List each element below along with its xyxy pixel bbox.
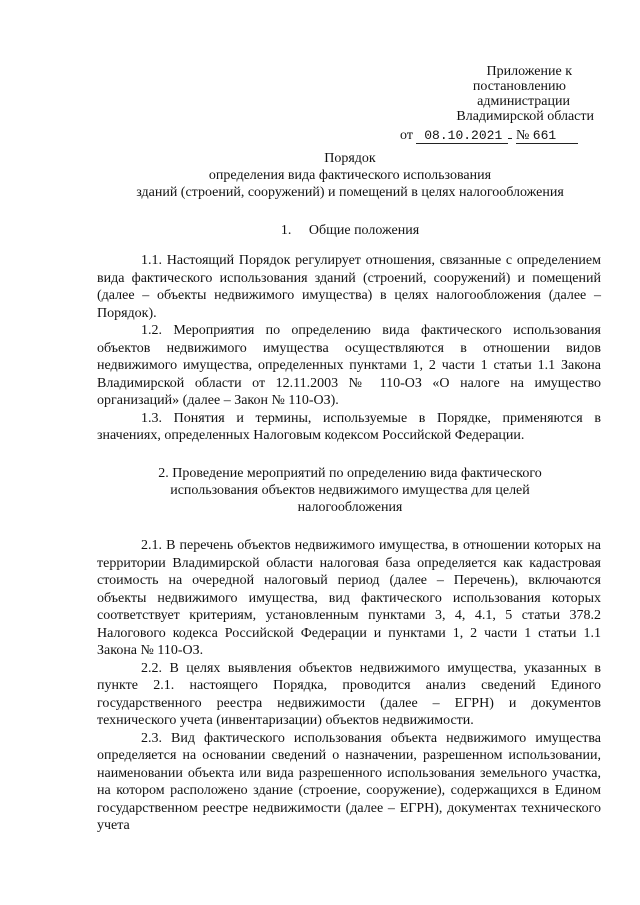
- title-line-3: зданий (строений, сооружений) и помещений в целях налогообложения: [136, 185, 564, 200]
- title-line-1: Порядок: [324, 151, 376, 166]
- section-2-heading-line-2: использования объектов недвижимого имущества для целей: [170, 483, 530, 498]
- resolution-date-value: 08.10.2021: [424, 128, 503, 143]
- section-2-body: [97, 537, 601, 835]
- paragraph-1-3: 1.3. Понятия и термины, используемые в Порядке, применяются в значениях, определенных Налоговым кодексом Российской Федерации.: [97, 410, 601, 443]
- date-prefix: от: [400, 128, 413, 143]
- appendix-line-4: Владимирской области: [456, 109, 594, 124]
- section-1-heading-text: 1. Общие положения: [280, 223, 420, 238]
- paragraph-1-2: 1.2. Мероприятия по определению вида фактического использования объектов недвижимого имущества осуществляются в отношении видов недвижимого имущества, определенных пунктами 1, 2 части 1 статьи 1.1 Закона Владимирской области от 12.11.2003 № 110-ОЗ «О налоге на имущество организаций» (далее – Закон № 110-ОЗ).: [97, 323, 601, 408]
- appendix-block: [400, 64, 600, 144]
- section-2-heading-line-3: налогообложения: [297, 500, 403, 515]
- number-prefix: №: [515, 128, 530, 143]
- resolution-date: [416, 129, 508, 144]
- paragraph-2-3: 2.3. Вид фактического использования объекта недвижимого имущества определяется на основании сведений о назначении, разрешенном использовании, наименовании объекта или вида разрешенного использования земельного участка, на котором расположено здание (строение, сооружение), содержащихся в Едином государственном реестре недвижимости (далее – ЕГРН), документах технического учета: [97, 730, 601, 833]
- resolution-number-value: 661: [532, 128, 557, 143]
- section-2-heading: [90, 465, 610, 516]
- section-1-heading: [90, 222, 610, 239]
- section-2-heading-line-1: 2. Проведение мероприятий по определению вида фактического: [158, 466, 542, 481]
- paragraph-2-1: 2.1. В перечень объектов недвижимого имущества, в отношении которых на территории Владимирской области налоговая база определяется как кадастровая стоимость на очередной налоговый период (далее – Перечень), включаются объекты недвижимого имущества, вид фактического использования которых соответствует критериям, установленным пунктами 3, 4, 4.1, 5 статьи 378.2 Налогового кодекса Российской Федерации и пунктами 1, 2 части 1 статьи 1.1 Закона № 110-ОЗ.: [97, 538, 601, 658]
- title-line-2: определения вида фактического использования: [208, 168, 492, 183]
- appendix-line-3: администрации: [477, 94, 570, 109]
- paragraph-2-2: 2.2. В целях выявления объектов недвижимого имущества, указанных в пункте 2.1. настоящего Порядка, проводится анализ сведений Единого государственного реестра недвижимости (далее – ЕГРН) и документов технического учета (инвентаризации) объектов недвижимости.: [97, 660, 601, 728]
- section-1-body: [97, 252, 601, 445]
- document-title: [90, 150, 610, 201]
- resolution-date-line: [400, 128, 600, 144]
- resolution-number: [516, 129, 578, 144]
- appendix-line-1: Приложение к: [486, 64, 572, 79]
- paragraph-1-1: 1.1. Настоящий Порядок регулирует отношения, связанные с определением вида фактического использования зданий (строений, сооружений) и помещений (далее – объекты недвижимого имущества) в целях налогообложения (далее – Порядок).: [97, 253, 601, 321]
- underline-spacer: [508, 138, 512, 139]
- appendix-line-2: постановлению: [472, 79, 566, 94]
